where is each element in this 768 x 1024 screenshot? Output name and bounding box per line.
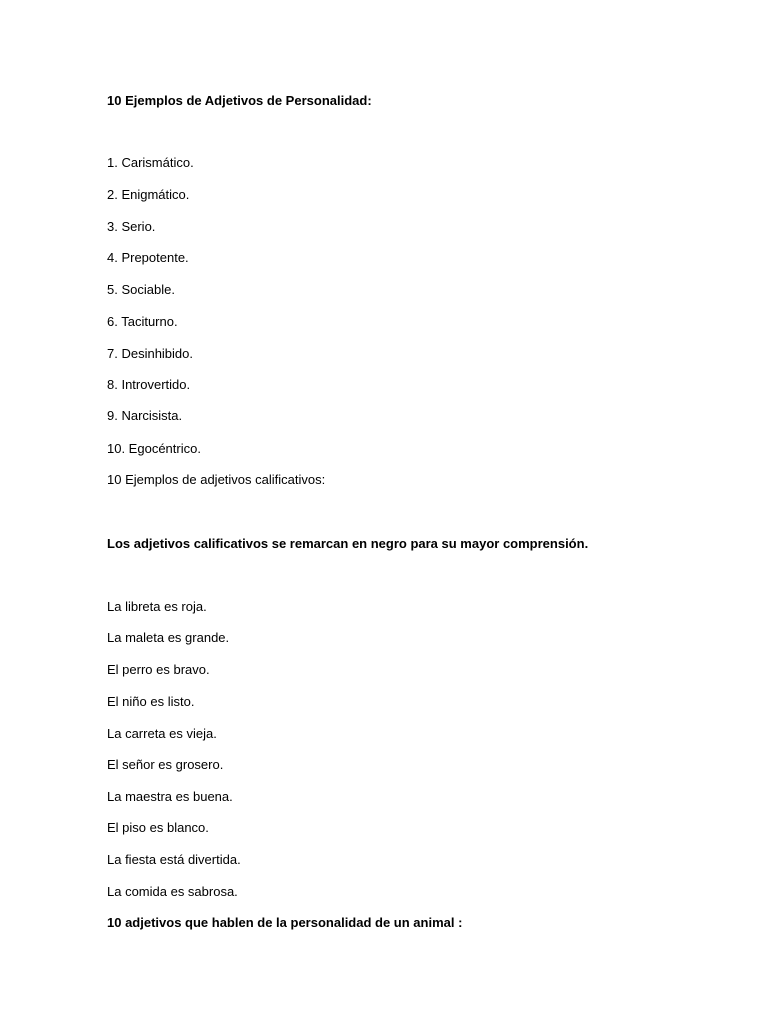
heading-personality-adjectives: 10 Ejemplos de Adjetivos de Personalidad: [107,93,372,108]
list-item: 3. Serio. [107,219,156,234]
sentence-item: La libreta es roja. [107,599,207,614]
sentence-item: El niño es listo. [107,694,195,709]
list-item: 2. Enigmático. [107,187,190,202]
bold-note: Los adjetivos calificativos se remarcan en negro para su mayor comprensión. [107,536,589,551]
sentence-item: El señor es grosero. [107,757,224,772]
sentence-item: La fiesta está divertida. [107,852,241,867]
sentence-item: La comida es sabrosa. [107,884,238,899]
list-item: 5. Sociable. [107,282,175,297]
sentence-item: El piso es blanco. [107,820,209,835]
heading-animal-adjectives: 10 adjetivos que hablen de la personalidad de un animal : [107,915,463,930]
list-item: 8. Introvertido. [107,377,191,392]
sentence-item: La carreta es vieja. [107,726,217,741]
list-item: 4. Prepotente. [107,250,189,265]
list-item: 7. Desinhibido. [107,346,193,361]
heading-qualifying-adjectives: 10 Ejemplos de adjetivos calificativos: [107,472,326,487]
list-item: 9. Narcisista. [107,408,183,423]
list-item: 6. Taciturno. [107,314,178,329]
sentence-item: La maleta es grande. [107,630,230,645]
sentence-item: El perro es bravo. [107,662,210,677]
sentence-item: La maestra es buena. [107,789,233,804]
list-item: 1. Carismático. [107,155,194,170]
list-item: 10. Egocéntrico. [107,441,201,456]
